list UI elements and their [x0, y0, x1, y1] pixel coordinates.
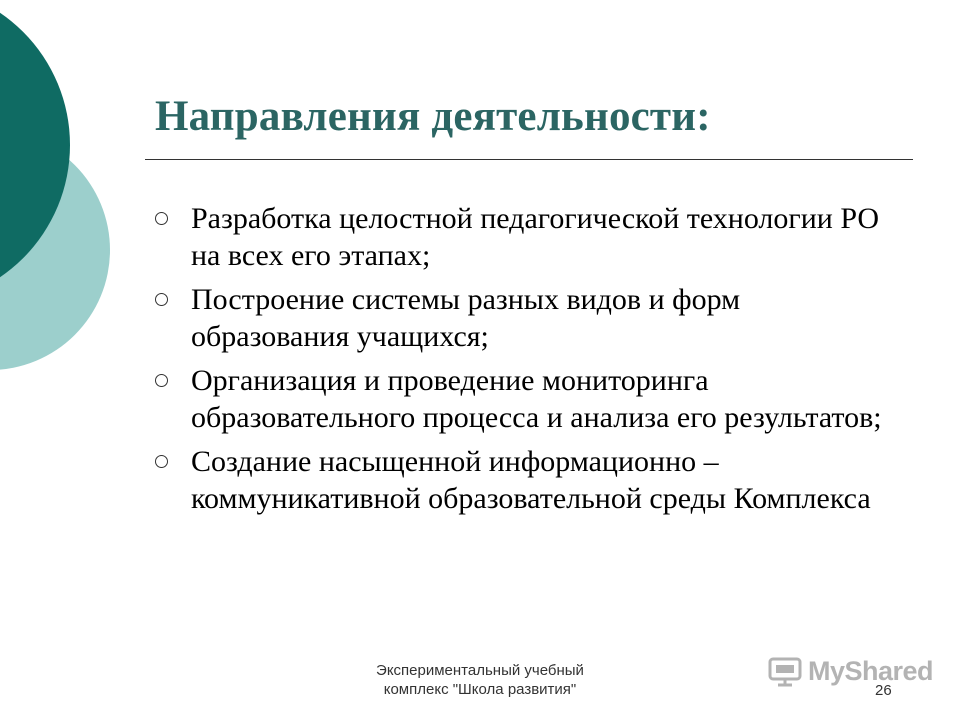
- list-item: [155, 362, 895, 436]
- circle-bullet-icon: [155, 212, 168, 225]
- page-number: 26: [875, 682, 892, 699]
- bullet-text: Построение системы разных видов и форм образования учащихся;: [191, 283, 741, 353]
- watermark-logo: [768, 656, 933, 687]
- list-item: [155, 443, 895, 517]
- slide-footer: [300, 661, 660, 699]
- watermark-text: MyShared: [808, 656, 934, 686]
- bullet-list: [155, 200, 895, 524]
- circle-bullet-icon: [155, 293, 168, 306]
- bullet-text: Разработка целостной педагогической технологии РО на всех его этапах;: [191, 202, 880, 272]
- slide-title: Направления деятельности:: [155, 93, 711, 140]
- footer-line-1: Экспериментальный учебный: [376, 662, 584, 679]
- circle-bullet-icon: [155, 374, 168, 387]
- footer-line-2: комплекс "Школа развития": [383, 681, 577, 698]
- list-item: [155, 200, 895, 274]
- title-divider: [145, 159, 913, 160]
- circle-bullet-icon: [155, 455, 168, 468]
- bullet-text: Создание насыщенной информационно – коммуникативной образовательной среды Комплекса: [191, 445, 871, 515]
- bullet-text: Организация и проведение мониторинга образовательного процесса и анализа его результатов;: [191, 364, 882, 434]
- list-item: [155, 281, 895, 355]
- presentation-board-icon: [768, 657, 802, 687]
